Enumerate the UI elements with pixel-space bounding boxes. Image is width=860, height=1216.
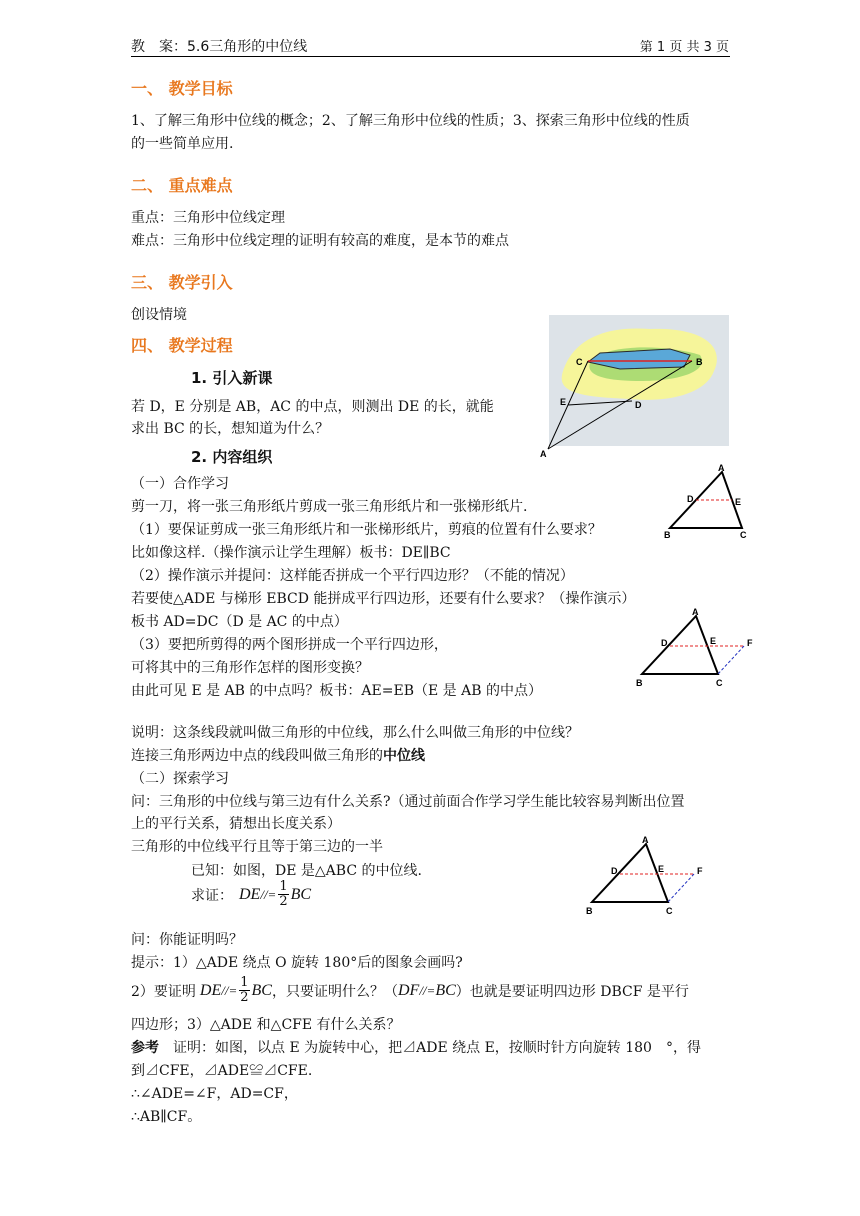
formula-bc-2: BC [435,981,456,999]
label-b: B [664,530,671,540]
sub1-line-2: 求出 BC 的长，想知道为什么？ [131,421,330,437]
coop-line-8: 可将其中的三角形作怎样的图形变换？ [131,660,369,676]
prove-label: 求证： [191,887,233,904]
hint-2-part-a: 2）要证明 [131,983,196,1000]
label-e: E [658,864,665,874]
segment-cf [668,874,694,902]
fraction-denominator: 2 [240,990,249,1005]
label-d: D [661,638,668,648]
section-title-keypoints: 二、 重点难点 [131,176,233,195]
header-title: 教 案：5.6三角形的中位线 [131,39,308,55]
label-c: C [740,530,747,540]
pond-measure-figure [540,315,732,461]
label-a: A [692,607,699,617]
explore-question-2: 上的平行关系，猜想出长度关系） [131,816,341,832]
formula-bc: BC [290,885,312,903]
coop-line-9: 由此可见 E 是 AB 的中点吗？板书：AE=EB（E 是 AB 的中点） [131,683,542,699]
formula-bc: BC [251,981,272,999]
label-c: C [716,678,723,688]
section-title-process: 四、 教学过程 [131,336,233,355]
header-page-number: 第 1 页 共 3 页 [639,40,729,55]
formula-parallel-equal-2: //= [419,982,436,998]
hint-2-part-c: ）也就是要证明四边形 DBCF 是平行 [455,983,689,1000]
coop-line-2: （1）要保证剪成一张三角形纸片和一张梯形纸片，剪痕的位置有什么要求？ [131,522,602,538]
definition-term: 中位线 [383,748,425,764]
label-d: D [635,400,642,410]
explain-line-2 [131,745,425,765]
label-e: E [560,397,567,407]
coop-line-5: 若要使△ADE 与梯形 EBCD 能拼成平行四边形，还要有什么要求？（操作演示） [131,591,636,607]
formula-parallel-equal: //= [260,886,277,902]
goals-line-1: 1、了解三角形中位线的概念；2、了解三角形中位线的性质；3、探索三角形中位线的性质 [131,113,690,129]
reference-proof-line-1 [131,1037,701,1057]
formula-half [278,880,288,909]
definition-text: 连接三角形两边中点的线段叫做三角形的 [131,748,383,764]
formula-half [239,976,249,1005]
triangle-rotate-figure-1 [634,606,758,690]
triangle-rotate-figure-2 [584,834,708,918]
formula-df: DF [397,981,420,999]
intro-scene: 创设情境 [131,307,187,323]
reference-text: 证明：如图，以点 E 为旋转中心，把⊿ADE 绕点 E，按顺时针方向旋转 180 °，得 [173,1040,701,1056]
subsection-title-1: 1. 引入新课 [191,369,273,387]
coop-title: （一）合作学习 [131,476,229,492]
explain-line-1: 说明：这条线段就叫做三角形的中位线，那么什么叫做三角形的中位线？ [131,725,579,741]
prove-statement [191,880,311,909]
reference-label: 参考 [131,1040,159,1056]
fraction-denominator: 2 [279,894,288,909]
explore-question-1: 问：三角形的中位线与第三边有什么关系?（通过前面合作学习学生能比较容易判断出位置 [131,794,685,810]
coop-line-1: 剪一刀，将一张三角形纸片剪成一张三角形纸片和一张梯形纸片. [131,499,528,515]
formula-de: DE [199,981,222,999]
hint-2-part-b: ，只要证明什么？（ [271,983,398,1000]
label-b: B [586,906,593,916]
section-title-intro: 三、 教学引入 [131,273,233,292]
label-a: A [540,449,547,459]
segment-cf [718,646,744,674]
label-e: E [710,636,717,646]
sub1-line-1: 若 D，E 分别是 AB，AC 的中点，则测出 DE 的长，就能 [131,399,494,415]
triangle-abc [642,616,718,674]
coop-line-3: 比如像这样.（操作演示让学生理解）板书：DE∥BC [131,545,451,561]
triangle-abc [592,844,668,902]
coop-line-4: （2）操作演示并提问：这样能否拼成一个平行四边形？（不能的情况） [131,568,574,584]
coop-line-7: （3）要把所剪得的两个图形拼成一个平行四边形， [131,637,448,653]
label-b: B [636,678,643,688]
triangle-cut-figure [660,462,755,542]
label-d: D [611,866,618,876]
label-f: F [697,866,703,876]
theorem-statement: 三角形的中位线平行且等于第三边的一半 [131,839,383,855]
label-a: A [642,835,649,845]
goals-line-2: 的一些简单应用. [131,136,234,152]
label-c: C [666,906,673,916]
label-f: F [747,638,753,648]
fraction-numerator: 1 [279,879,288,894]
given-statement: 已知：如图，DE 是△ABC 的中位线. [191,863,422,879]
formula-parallel-equal: //= [221,982,238,998]
reference-proof-line-4: ∴AB∥CF。 [131,1109,202,1125]
reference-proof-line-3: ∴∠ADE=∠F，AD=CF， [131,1086,298,1102]
coop-line-6: 板书 AD=DC（D 是 AC 的中点） [131,614,348,630]
label-e: E [735,497,742,507]
hint-2 [131,976,689,1005]
keypoint-difficulty: 难点：三角形中位线定理的证明有较高的难度，是本节的难点 [131,233,509,249]
explore-title: （二）探索学习 [131,771,229,787]
subsection-title-2: 2. 内容组织 [191,448,273,466]
formula-de: DE [239,885,261,903]
section-title-goals: 一、 教学目标 [131,79,233,98]
keypoint-focus: 重点：三角形中位线定理 [131,210,285,226]
hint-1: 提示：1）△ADE 绕点 O 旋转 180°后的图象会画吗? [131,955,463,971]
header-rule [131,56,730,57]
reference-proof-line-2: 到⊿CFE，⊿ADE≌⊿CFE. [131,1063,313,1079]
label-a: A [718,463,725,473]
ask-proof: 问：你能证明吗？ [131,932,243,948]
label-d: D [687,494,694,504]
hint-2-continued: 四边形；3）△ADE 和△CFE 有什么关系？ [131,1017,401,1033]
fraction-numerator: 1 [240,975,249,990]
label-b: B [696,357,703,367]
label-c: C [576,357,583,367]
